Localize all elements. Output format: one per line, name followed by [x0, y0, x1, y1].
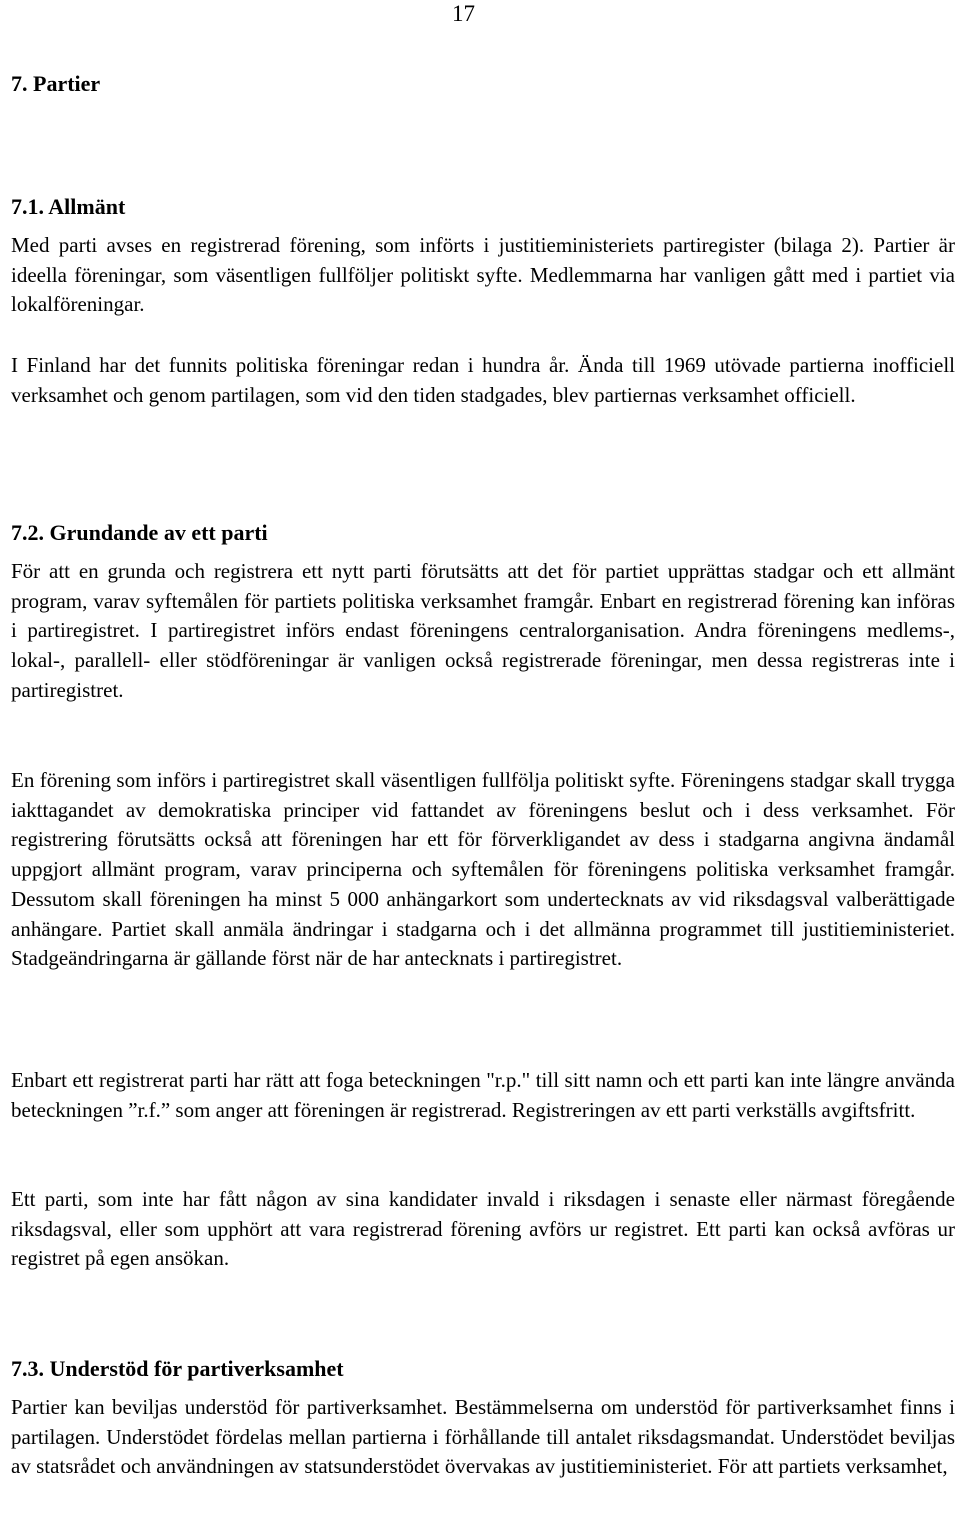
page-number: 17 [452, 1, 475, 26]
section-heading-7-3: 7.3. Understöd för partiverksamhet [11, 1356, 344, 1381]
paragraph: I Finland har det funnits politiska föreningar redan i hundra år. Ända till 1969 utövade partierna inofficiell verksamhet och genom partilagen, som vid den tiden stadgades, blev partiernas verksamhet officiell. [11, 353, 955, 407]
paragraph: Partier kan beviljas understöd för partiverksamhet. Bestämmelserna om understöd för partiverksamhet finns i partilagen. Understödet fördelas mellan partierna i förhållande till antalet riksdagsmandat. Understödet beviljas av statsrådet och användningen av statsunderstödet övervakas av justitieministeriet. För att partiets verksamhet, [11, 1395, 955, 1479]
section-heading-7-2: 7.2. Grundande av ett parti [11, 520, 268, 545]
paragraph: Enbart ett registrerat parti har rätt att foga beteckningen "r.p." till sitt namn och ett parti kan inte längre använda beteckningen ”r.f.” som anger att föreningen är registrerad. Registreringen av ett parti verkställs avgiftsfritt. [11, 1068, 955, 1122]
paragraph: Ett parti, som inte har fått någon av sina kandidater invald i riksdagen i senaste eller närmast föregående riksdagsval, eller som upphört att vara registrerad förening avförs ur registret. Ett parti kan också avföras ur registret på egen ansökan. [11, 1187, 955, 1271]
chapter-heading: 7. Partier [11, 71, 101, 96]
paragraph: För att en grunda och registrera ett nytt parti förutsätts att det för partiet upprättas stadgar och ett allmänt program, varav syftemålen för partiets politiska verksamhet framgår. Enbart en registrerad förening kan införas i partiregistret. I partiregistret införs endast föreningens centralorganisation. Andra föreningens medlems-, lokal-, parallell- eller stödföreningar är vanligen också registrerade föreningar, men dessa registreras inte i partiregistret. [11, 559, 955, 702]
section-heading-7-1: 7.1. Allmänt [11, 194, 126, 219]
paragraph: En förening som införs i partiregistret skall väsentligen fullfölja politiskt syfte. Föreningens stadgar skall trygga iakttagandet av demokratiska principer vid fattandet av föreningens beslut och i dess verksamhet. För registrering förutsätts också att föreningen har ett för förverkligandet av dess i stadgarna angivna ändamål uppgjort allmänt program, varav principerna och syftemålen för föreningens politiska verksamhet framgår. Dessutom skall föreningen ha minst 5 000 anhängarkort som undertecknats av vid riksdagsval valberättigade anhängare. Partiet skall anmäla ändringar i stadgarna och i det allmänna programmet till justitieministeriet. Stadgeändringarna är gällande först när de har antecknats i partiregistret. [11, 768, 955, 971]
paragraph: Med parti avses en registrerad förening, som införts i justitieministeriets partiregister (bilaga 2). Partier är ideella föreningar, som väsentligen fullföljer politiskt syfte. Medlemmarna har vanligen gått med i partiet via lokalföreningar. [11, 233, 955, 317]
